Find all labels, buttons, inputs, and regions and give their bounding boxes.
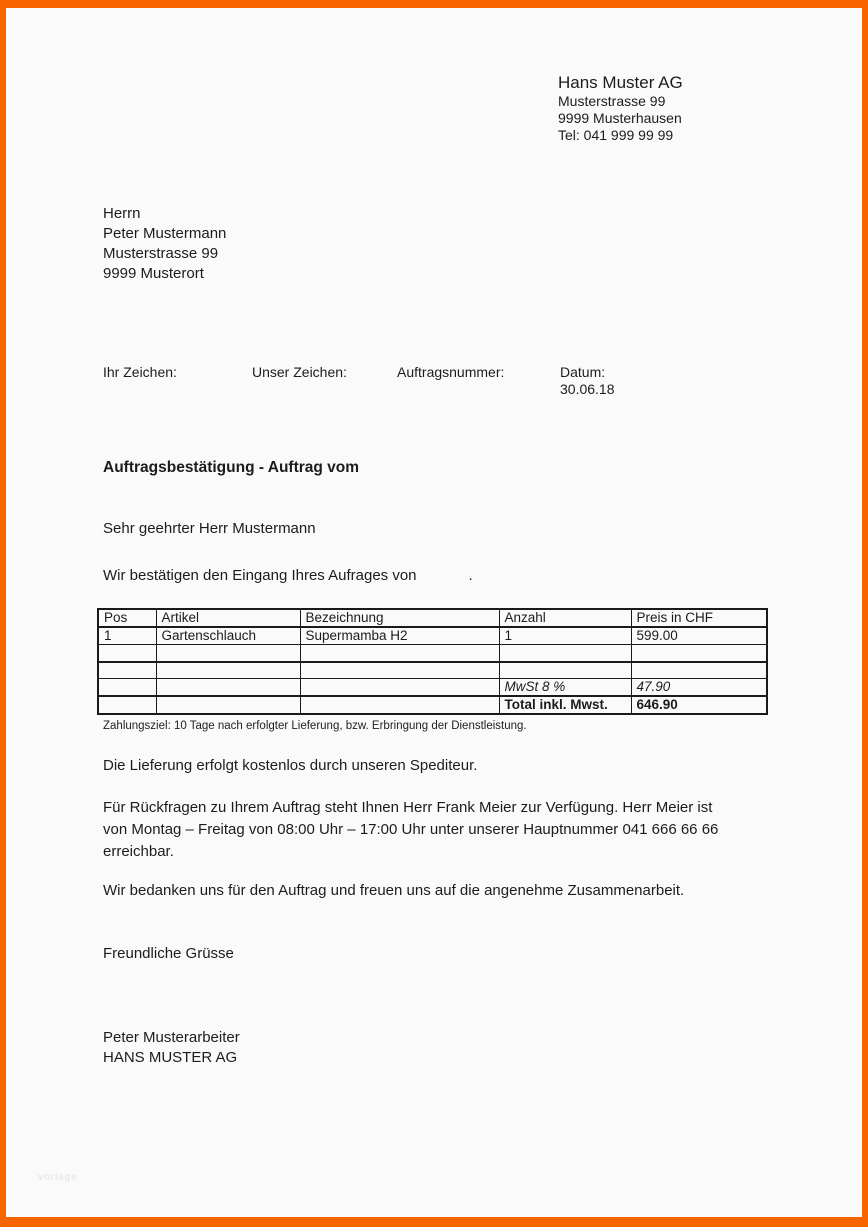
cell-pos <box>98 679 156 697</box>
total-label: Total inkl. Mwst. <box>499 696 631 714</box>
vat-row <box>98 679 767 697</box>
confirmation-text: Wir bestätigen den Eingang Ihres Aufrages von <box>103 567 417 584</box>
header-bezeichnung: Bezeichnung <box>300 609 499 627</box>
cell-preis <box>631 662 767 679</box>
cell-bezeichnung <box>300 679 499 697</box>
cell-artikel <box>156 645 300 662</box>
date-label: Datum: <box>560 364 606 380</box>
recipient-street: Musterstrasse 99 <box>103 245 219 262</box>
your-reference-label: Ihr Zeichen: <box>103 364 177 380</box>
paragraph-contact-line-3: erreichbar. <box>103 843 174 860</box>
cell-artikel <box>156 662 300 679</box>
recipient-name: Peter Mustermann <box>103 225 227 242</box>
cell-anzahl <box>499 645 631 662</box>
cell-artikel <box>156 679 300 697</box>
cell-preis: 599.00 <box>631 627 767 645</box>
table-row <box>98 627 767 645</box>
sender-city: 9999 Musterhausen <box>558 110 682 126</box>
sender-phone: Tel: 041 999 99 99 <box>558 127 674 143</box>
header-anzahl: Anzahl <box>499 609 631 627</box>
table-header-row <box>98 609 767 627</box>
cell-pos <box>98 696 156 714</box>
total-amount: 646.90 <box>631 696 767 714</box>
sender-address-block <box>558 72 683 144</box>
recipient-salutation: Herrn <box>103 205 141 222</box>
cell-bezeichnung <box>300 662 499 679</box>
cell-bezeichnung: Supermamba H2 <box>300 627 499 645</box>
header-artikel: Artikel <box>156 609 300 627</box>
recipient-city: 9999 Musterort <box>103 265 204 282</box>
watermark-text: vorlage <box>38 1172 78 1183</box>
cell-pos: 1 <box>98 627 156 645</box>
header-pos: Pos <box>98 609 156 627</box>
letter-salutation: Sehr geehrter Herr Mustermann <box>103 520 316 537</box>
header-preis: Preis in CHF <box>631 609 767 627</box>
confirmation-line <box>103 567 473 584</box>
confirmation-period: . <box>468 567 473 584</box>
signature-name: Peter Musterarbeiter <box>103 1029 240 1046</box>
cell-preis <box>631 645 767 662</box>
letter-subject: Auftragsbestätigung - Auftrag vom <box>103 459 360 476</box>
cell-bezeichnung <box>300 696 499 714</box>
order-table <box>97 608 768 715</box>
paragraph-contact-line-1: Für Rückfragen zu Ihrem Auftrag steht Ihnen Herr Frank Meier zur Verfügung. Herr Meier ist <box>103 799 713 816</box>
cell-anzahl <box>499 662 631 679</box>
sender-street: Musterstrasse 99 <box>558 93 666 109</box>
our-reference-label: Unser Zeichen: <box>252 364 347 380</box>
total-row <box>98 696 767 714</box>
recipient-address-block <box>103 204 226 284</box>
paragraph-thanks: Wir bedanken uns für den Auftrag und freuen uns auf die angenehme Zusammenarbeit. <box>103 882 685 899</box>
table-row <box>98 662 767 679</box>
cell-bezeichnung <box>300 645 499 662</box>
cell-pos <box>98 645 156 662</box>
vat-amount: 47.90 <box>631 679 767 697</box>
cell-artikel <box>156 696 300 714</box>
cell-anzahl: 1 <box>499 627 631 645</box>
date-value: 30.06.18 <box>560 381 615 397</box>
order-number-label: Auftragsnummer: <box>397 364 505 380</box>
paragraph-contact <box>103 797 718 863</box>
signature-company: HANS MUSTER AG <box>103 1049 238 1066</box>
signature-block <box>103 1028 240 1068</box>
payment-terms-note: Zahlungsziel: 10 Tage nach erfolgter Lieferung, bzw. Erbringung der Dienstleistung. <box>103 720 527 732</box>
cell-artikel: Gartenschlauch <box>156 627 300 645</box>
closing-phrase: Freundliche Grüsse <box>103 945 234 962</box>
vat-label: MwSt 8 % <box>499 679 631 697</box>
sender-company-name: Hans Muster AG <box>558 73 683 92</box>
paragraph-contact-line-2: von Montag – Freitag von 08:00 Uhr – 17:00 Uhr unter unserer Hauptnummer 041 666 66 66 <box>103 821 719 838</box>
cell-pos <box>98 662 156 679</box>
paragraph-delivery: Die Lieferung erfolgt kostenlos durch unseren Spediteur. <box>103 757 478 774</box>
table-row <box>98 645 767 662</box>
